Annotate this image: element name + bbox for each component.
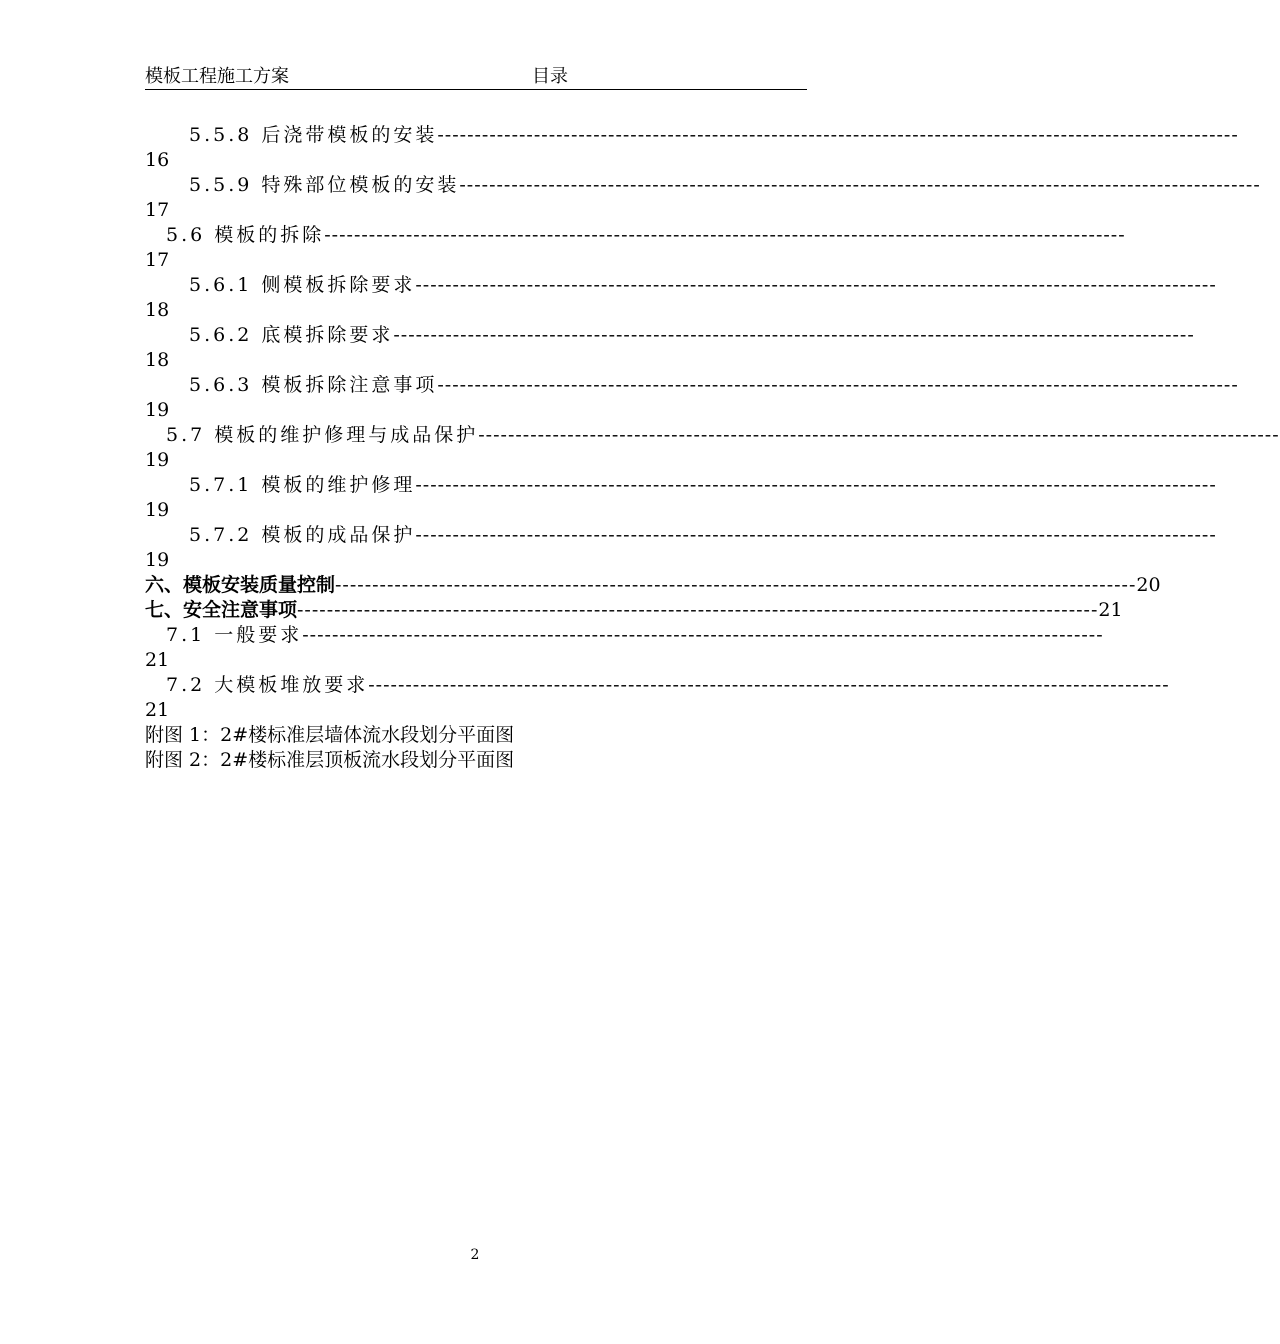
toc-entry-page: 19 (145, 499, 170, 521)
toc-leader: ------------------------------------------------------------------------------------------------------------ (437, 374, 1239, 396)
toc-entry[interactable] (145, 673, 1170, 723)
document-title: 模板工程施工方案 (145, 66, 289, 87)
toc-entry[interactable] (145, 523, 1217, 573)
page-header (145, 64, 807, 90)
toc-entry[interactable] (145, 423, 1280, 473)
toc-entry-title: 5.7.2 模板的成品保护 (189, 524, 416, 546)
appendix-item[interactable]: 附图 1：2#楼标准层墙体流水段划分平面图 (145, 724, 515, 746)
toc-entry-title: 5.6.3 模板拆除注意事项 (189, 374, 438, 396)
toc-entry-page: 17 (145, 249, 170, 271)
toc-leader: ------------------------------------------------------------------------------------------------------------ (415, 274, 1217, 296)
toc-entry-page: 19 (145, 549, 170, 571)
toc-entry-title: 七、安全注意事项 (145, 599, 298, 621)
appendix-item[interactable]: 附图 2：2#楼标准层顶板流水段划分平面图 (145, 749, 515, 771)
toc-leader: ------------------------------------------------------------------------------------------------------------ (324, 224, 1126, 246)
toc-entry-title: 5.5.8 后浇带模板的安装 (189, 124, 438, 146)
toc-leader: ------------------------------------------------------------------------------------------------------------ (437, 124, 1239, 146)
toc-entry-title: 5.7.1 模板的维护修理 (189, 474, 416, 496)
toc-entry[interactable] (145, 173, 1261, 223)
toc-leader: ------------------------------------------------------------------------------------------------------------ (393, 324, 1195, 346)
toc-leader: ------------------------------------------------------------------------------------------------------------ (459, 174, 1261, 196)
toc-entry[interactable] (145, 623, 1104, 673)
toc-leader: ------------------------------------------------------------------------------------------------------------ (415, 474, 1217, 496)
toc-entry-page: 20 (1136, 574, 1161, 596)
toc-leader: ------------------------------------------------------------------------------------------------------------ (478, 424, 1280, 446)
toc-entry-title: 5.6.1 侧模板拆除要求 (189, 274, 416, 296)
toc-leader: ------------------------------------------------------------------------------------------------------------ (297, 599, 1099, 621)
toc-entry-title: 六、模板安装质量控制 (145, 574, 336, 596)
toc-entry-page: 18 (145, 299, 170, 321)
toc-leader: ------------------------------------------------------------------------------------------------------------ (302, 624, 1104, 646)
toc-entry-title: 5.5.9 特殊部位模板的安装 (189, 174, 460, 196)
toc-entry-title: 5.6 模板的拆除 (166, 224, 325, 246)
toc-entry-page: 16 (145, 149, 170, 171)
toc-entry-page: 21 (145, 699, 170, 721)
toc-leader: ------------------------------------------------------------------------------------------------------------ (335, 574, 1137, 596)
toc-entry[interactable] (145, 373, 1239, 423)
toc-entry[interactable] (145, 223, 1126, 273)
toc-entry-title: 7.2 大模板堆放要求 (166, 674, 369, 696)
table-of-contents (145, 123, 1280, 773)
toc-entry[interactable] (145, 473, 1217, 523)
toc-entry-title: 5.6.2 底模拆除要求 (189, 324, 394, 346)
section-title: 目录 (532, 66, 568, 87)
toc-entry-title: 7.1 一般要求 (166, 624, 303, 646)
toc-leader: ------------------------------------------------------------------------------------------------------------ (368, 674, 1170, 696)
toc-entry-page: 19 (145, 449, 170, 471)
toc-entry-page: 21 (1098, 599, 1123, 621)
toc-entry[interactable] (145, 598, 1123, 623)
toc-entry-page: 18 (145, 349, 170, 371)
toc-entry[interactable] (145, 273, 1217, 323)
toc-entry[interactable] (145, 123, 1239, 173)
toc-entry[interactable] (145, 323, 1195, 373)
toc-leader: ------------------------------------------------------------------------------------------------------------ (415, 524, 1217, 546)
toc-entry[interactable] (145, 573, 1161, 598)
toc-entry-page: 19 (145, 399, 170, 421)
toc-entry-page: 21 (145, 649, 170, 671)
toc-entry-page: 17 (145, 199, 170, 221)
page-number: 2 (470, 1247, 480, 1263)
toc-entry-title: 5.7 模板的维护修理与成品保护 (166, 424, 479, 446)
